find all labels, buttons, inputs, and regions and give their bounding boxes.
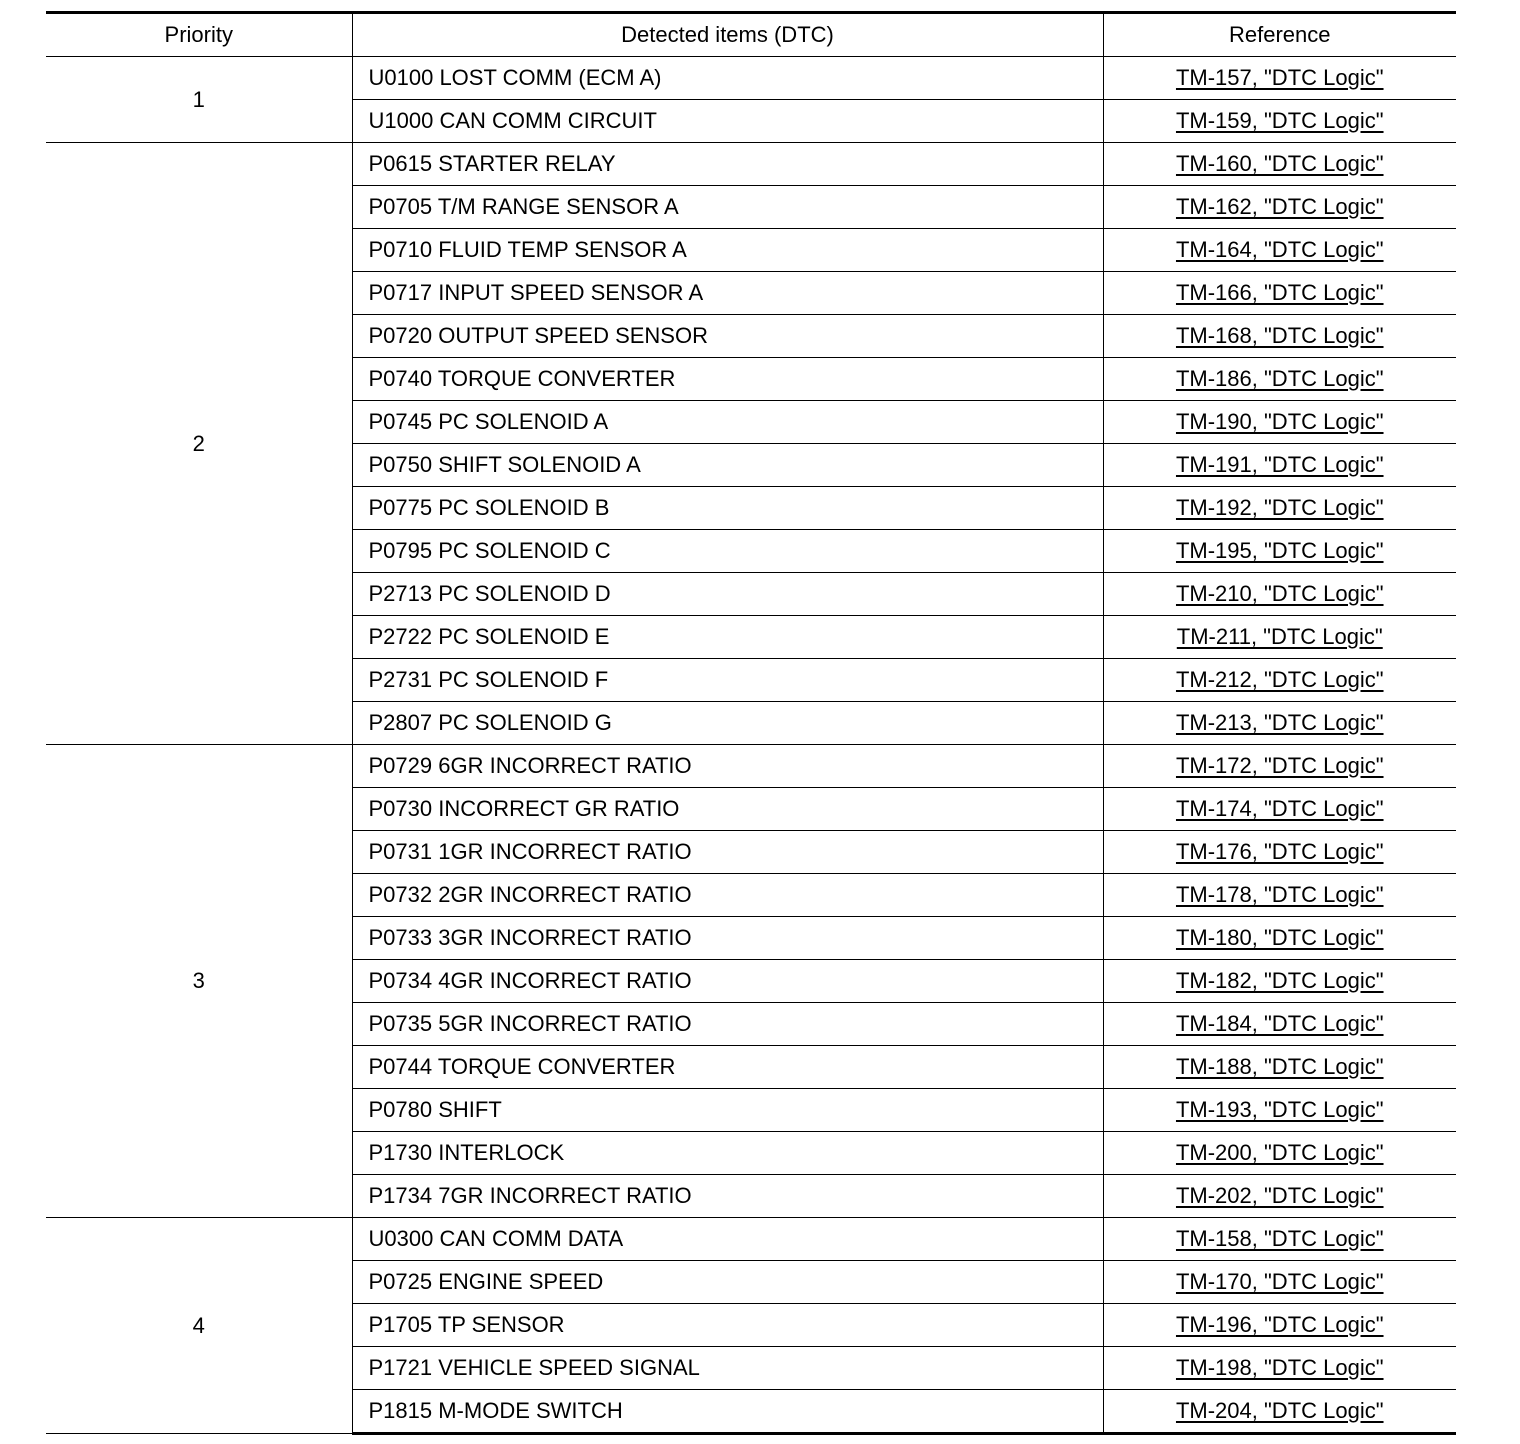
priority-cell: 4 xyxy=(46,1218,352,1434)
table-header-row xyxy=(46,13,1456,57)
reference-cell xyxy=(1103,573,1456,616)
reference-cell xyxy=(1103,1132,1456,1175)
reference-cell xyxy=(1103,1390,1456,1434)
reference-link[interactable]: TM-196, "DTC Logic" xyxy=(1175,1312,1384,1337)
header-priority: Priority xyxy=(46,13,352,57)
reference-link[interactable]: TM-174, "DTC Logic" xyxy=(1175,796,1384,821)
reference-cell xyxy=(1103,1347,1456,1390)
dtc-item-cell: P2807 PC SOLENOID G xyxy=(352,702,1103,745)
reference-link[interactable]: TM-210, "DTC Logic" xyxy=(1175,581,1384,606)
reference-cell xyxy=(1103,1261,1456,1304)
table-row xyxy=(46,57,1456,100)
reference-link[interactable]: TM-195, "DTC Logic" xyxy=(1175,538,1384,563)
reference-link[interactable]: TM-170, "DTC Logic" xyxy=(1175,1269,1384,1294)
reference-cell xyxy=(1103,1304,1456,1347)
reference-cell xyxy=(1103,616,1456,659)
reference-link[interactable]: TM-211, "DTC Logic" xyxy=(1176,624,1383,649)
reference-link[interactable]: TM-204, "DTC Logic" xyxy=(1175,1398,1384,1423)
dtc-priority-table xyxy=(46,11,1456,1435)
reference-link[interactable]: TM-198, "DTC Logic" xyxy=(1175,1355,1384,1380)
reference-link[interactable]: TM-166, "DTC Logic" xyxy=(1175,280,1384,305)
priority-cell: 2 xyxy=(46,143,352,745)
reference-link[interactable]: TM-186, "DTC Logic" xyxy=(1175,366,1384,391)
reference-cell xyxy=(1103,272,1456,315)
dtc-item-cell: U0100 LOST COMM (ECM A) xyxy=(352,57,1103,100)
dtc-item-cell: P0740 TORQUE CONVERTER xyxy=(352,358,1103,401)
reference-cell xyxy=(1103,745,1456,788)
dtc-item-cell: P0733 3GR INCORRECT RATIO xyxy=(352,917,1103,960)
dtc-item-cell: P0725 ENGINE SPEED xyxy=(352,1261,1103,1304)
table-body xyxy=(46,57,1456,1434)
priority-cell: 3 xyxy=(46,745,352,1218)
header-detected-items: Detected items (DTC) xyxy=(352,13,1103,57)
reference-cell xyxy=(1103,788,1456,831)
reference-cell xyxy=(1103,1046,1456,1089)
dtc-item-cell: P0730 INCORRECT GR RATIO xyxy=(352,788,1103,831)
reference-link[interactable]: TM-168, "DTC Logic" xyxy=(1175,323,1384,348)
reference-cell xyxy=(1103,960,1456,1003)
table-row xyxy=(46,1218,1456,1261)
reference-cell xyxy=(1103,1089,1456,1132)
reference-cell xyxy=(1103,530,1456,573)
reference-link[interactable]: TM-192, "DTC Logic" xyxy=(1175,495,1384,520)
reference-cell xyxy=(1103,358,1456,401)
dtc-item-cell: P0720 OUTPUT SPEED SENSOR xyxy=(352,315,1103,358)
dtc-item-cell: P0745 PC SOLENOID A xyxy=(352,401,1103,444)
table-row xyxy=(46,745,1456,788)
reference-cell xyxy=(1103,1175,1456,1218)
reference-link[interactable]: TM-188, "DTC Logic" xyxy=(1175,1054,1384,1079)
reference-link[interactable]: TM-190, "DTC Logic" xyxy=(1175,409,1384,434)
reference-cell xyxy=(1103,487,1456,530)
dtc-item-cell: P1730 INTERLOCK xyxy=(352,1132,1103,1175)
reference-link[interactable]: TM-158, "DTC Logic" xyxy=(1175,1226,1384,1251)
reference-link[interactable]: TM-176, "DTC Logic" xyxy=(1175,839,1384,864)
reference-link[interactable]: TM-178, "DTC Logic" xyxy=(1175,882,1384,907)
reference-link[interactable]: TM-159, "DTC Logic" xyxy=(1175,108,1384,133)
priority-cell: 1 xyxy=(46,57,352,143)
reference-link[interactable]: TM-202, "DTC Logic" xyxy=(1175,1183,1384,1208)
reference-cell xyxy=(1103,229,1456,272)
dtc-item-cell: P2713 PC SOLENOID D xyxy=(352,573,1103,616)
dtc-item-cell: P1815 M-MODE SWITCH xyxy=(352,1390,1103,1434)
dtc-item-cell: P2731 PC SOLENOID F xyxy=(352,659,1103,702)
reference-link[interactable]: TM-180, "DTC Logic" xyxy=(1175,925,1384,950)
dtc-item-cell: P0775 PC SOLENOID B xyxy=(352,487,1103,530)
reference-cell xyxy=(1103,100,1456,143)
dtc-item-cell: P0750 SHIFT SOLENOID A xyxy=(352,444,1103,487)
reference-link[interactable]: TM-160, "DTC Logic" xyxy=(1175,151,1384,176)
reference-link[interactable]: TM-193, "DTC Logic" xyxy=(1175,1097,1384,1122)
dtc-item-cell: U0300 CAN COMM DATA xyxy=(352,1218,1103,1261)
reference-cell xyxy=(1103,1003,1456,1046)
reference-link[interactable]: TM-184, "DTC Logic" xyxy=(1175,1011,1384,1036)
reference-cell xyxy=(1103,143,1456,186)
dtc-item-cell: P0717 INPUT SPEED SENSOR A xyxy=(352,272,1103,315)
dtc-item-cell: P0780 SHIFT xyxy=(352,1089,1103,1132)
dtc-item-cell: P0705 T/M RANGE SENSOR A xyxy=(352,186,1103,229)
reference-cell xyxy=(1103,917,1456,960)
dtc-item-cell: P1705 TP SENSOR xyxy=(352,1304,1103,1347)
reference-cell xyxy=(1103,186,1456,229)
reference-link[interactable]: TM-200, "DTC Logic" xyxy=(1175,1140,1384,1165)
dtc-item-cell: P0744 TORQUE CONVERTER xyxy=(352,1046,1103,1089)
reference-link[interactable]: TM-164, "DTC Logic" xyxy=(1175,237,1384,262)
reference-cell xyxy=(1103,874,1456,917)
dtc-item-cell: P0615 STARTER RELAY xyxy=(352,143,1103,186)
reference-link[interactable]: TM-213, "DTC Logic" xyxy=(1175,710,1384,735)
dtc-item-cell: P0732 2GR INCORRECT RATIO xyxy=(352,874,1103,917)
reference-link[interactable]: TM-157, "DTC Logic" xyxy=(1175,65,1384,90)
dtc-item-cell: P0731 1GR INCORRECT RATIO xyxy=(352,831,1103,874)
reference-link[interactable]: TM-162, "DTC Logic" xyxy=(1175,194,1384,219)
header-reference: Reference xyxy=(1103,13,1456,57)
reference-cell xyxy=(1103,401,1456,444)
dtc-item-cell: P0729 6GR INCORRECT RATIO xyxy=(352,745,1103,788)
reference-cell xyxy=(1103,831,1456,874)
reference-cell xyxy=(1103,315,1456,358)
reference-link[interactable]: TM-172, "DTC Logic" xyxy=(1175,753,1384,778)
table-row xyxy=(46,143,1456,186)
dtc-item-cell: P1721 VEHICLE SPEED SIGNAL xyxy=(352,1347,1103,1390)
dtc-item-cell: P1734 7GR INCORRECT RATIO xyxy=(352,1175,1103,1218)
reference-cell xyxy=(1103,444,1456,487)
dtc-item-cell: P0795 PC SOLENOID C xyxy=(352,530,1103,573)
reference-cell xyxy=(1103,1218,1456,1261)
reference-cell xyxy=(1103,57,1456,100)
dtc-item-cell: U1000 CAN COMM CIRCUIT xyxy=(352,100,1103,143)
dtc-item-cell: P0734 4GR INCORRECT RATIO xyxy=(352,960,1103,1003)
dtc-item-cell: P0710 FLUID TEMP SENSOR A xyxy=(352,229,1103,272)
reference-link[interactable]: TM-191, "DTC Logic" xyxy=(1175,452,1384,477)
dtc-item-cell: P2722 PC SOLENOID E xyxy=(352,616,1103,659)
dtc-item-cell: P0735 5GR INCORRECT RATIO xyxy=(352,1003,1103,1046)
reference-link[interactable]: TM-182, "DTC Logic" xyxy=(1175,968,1384,993)
reference-link[interactable]: TM-212, "DTC Logic" xyxy=(1175,667,1384,692)
reference-cell xyxy=(1103,659,1456,702)
reference-cell xyxy=(1103,702,1456,745)
